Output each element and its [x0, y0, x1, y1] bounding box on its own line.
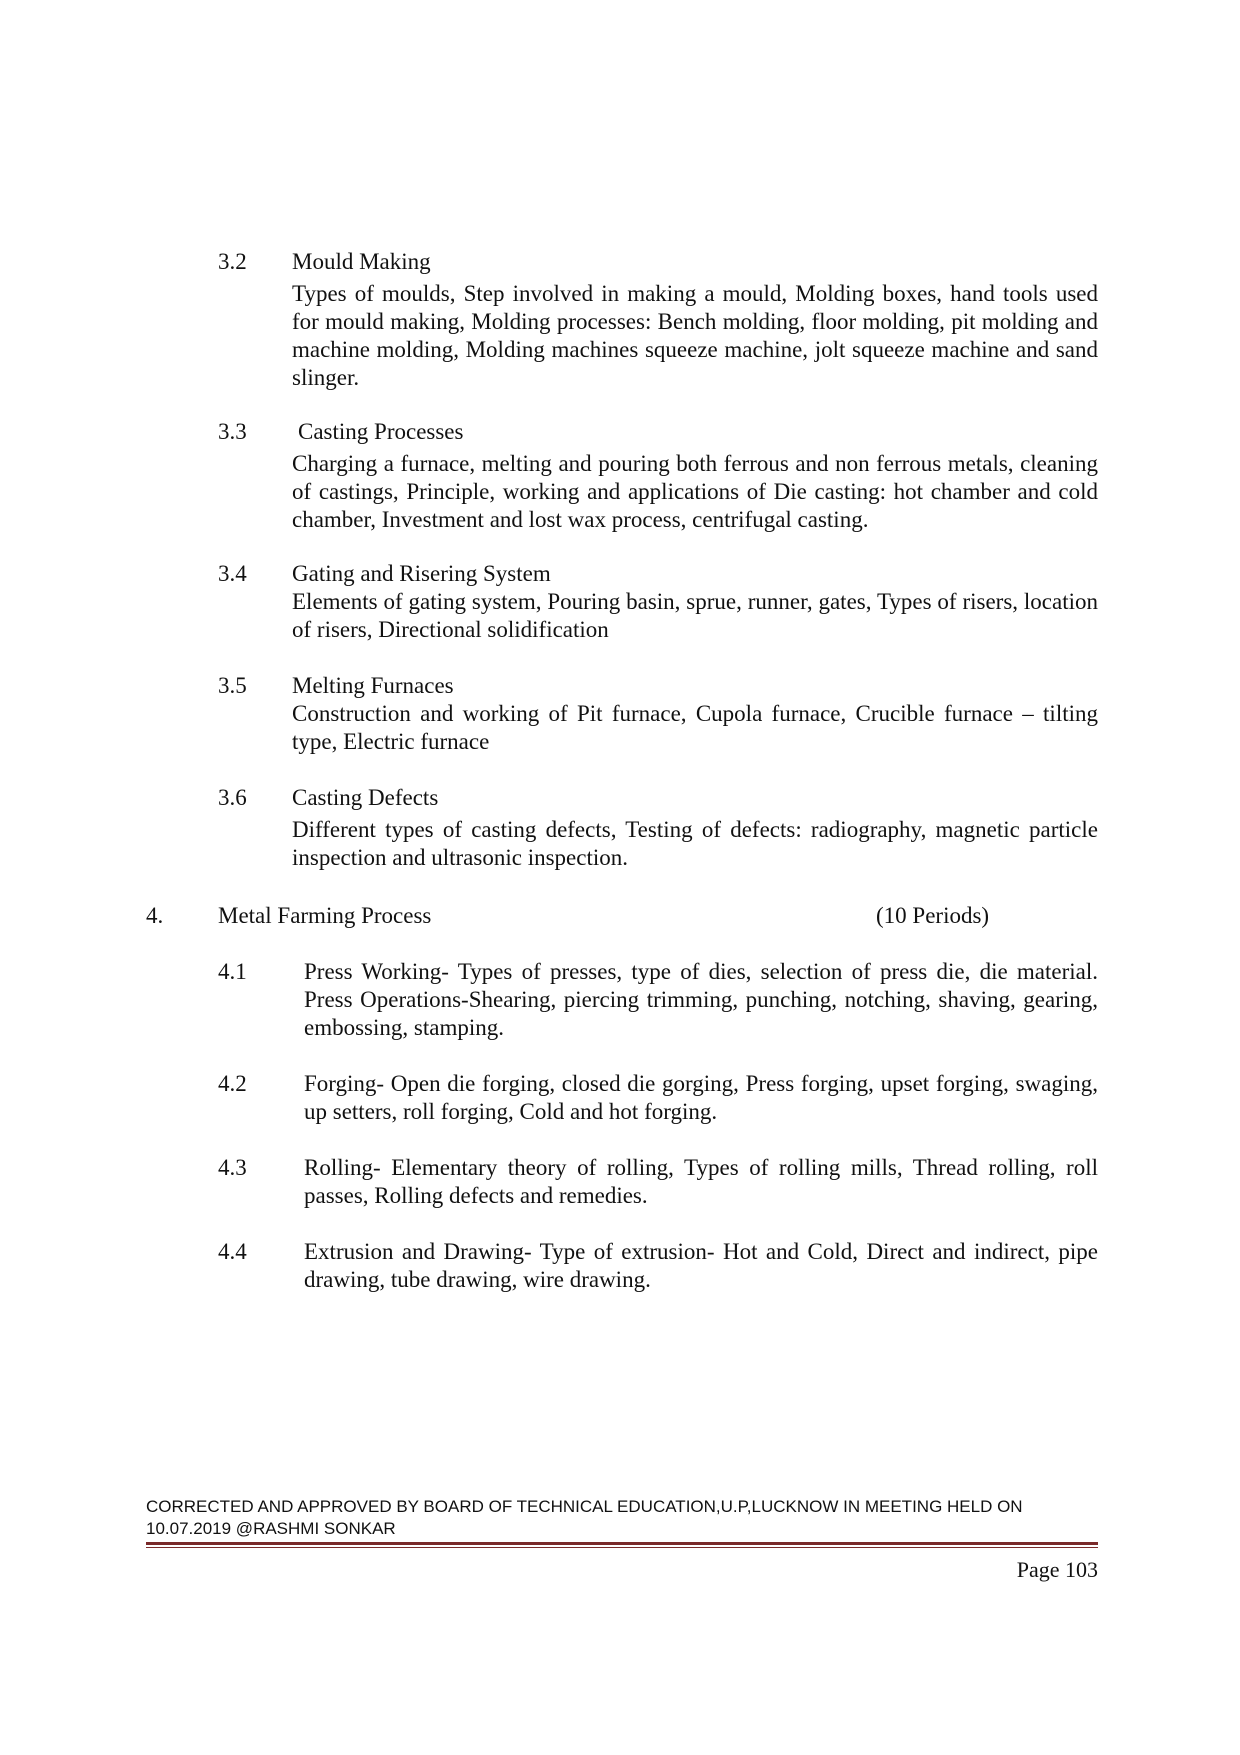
topic-body: Types of moulds, Step involved in making a mould, Molding boxes, hand tools used for mould making, Molding processes: Bench molding, floor molding, pit molding and machine molding, Molding machines squeeze machine, jolt squeeze machine and sand slinger.: [292, 281, 1098, 390]
topic-body: Press Working- Types of presses, type of dies, selection of press die, die material. Press Operations-Shearing, piercing trimming, punching, notching, shaving, gearing, embossing, stamping.: [304, 959, 1098, 1040]
topic-title: Casting Defects: [292, 785, 439, 810]
topic-number: 4.1: [218, 959, 247, 984]
topic-body: Forging- Open die forging, closed die gorging, Press forging, upset forging, swaging, up setters, roll forging, Cold and hot forging.: [304, 1071, 1098, 1124]
topic-number: 3.6: [218, 785, 247, 810]
topic-body: Charging a furnace, melting and pouring both ferrous and non ferrous metals, cleaning of castings, Principle, working and applications of Die casting: hot chamber and cold chamber, Investment and lost wax process, centrifugal casting.: [292, 451, 1098, 532]
topic-number: 4.2: [218, 1071, 247, 1096]
topic-title: Casting Processes: [298, 419, 464, 444]
topic-number: 4.3: [218, 1155, 247, 1180]
topic-body: Construction and working of Pit furnace, Cupola furnace, Crucible furnace – tilting type, Electric furnace: [292, 701, 1098, 754]
topic-body: Elements of gating system, Pouring basin, sprue, runner, gates, Types of risers, location of risers, Directional solidification: [292, 589, 1098, 642]
topic-body: Different types of casting defects, Testing of defects: radiography, magnetic particle inspection and ultrasonic inspection.: [292, 817, 1098, 870]
topic-title: Mould Making: [292, 249, 431, 274]
topic-number: 3.2: [218, 249, 247, 274]
topic-title: Melting Furnaces: [292, 673, 454, 698]
topic-title: Gating and Risering System: [292, 561, 551, 586]
unit-number: 4.: [146, 903, 164, 928]
topic-number: 3.4: [218, 561, 247, 586]
unit-title: Metal Farming Process: [218, 903, 432, 928]
topic-body: Extrusion and Drawing- Type of extrusion- Hot and Cold, Direct and indirect, pipe drawing, tube drawing, wire drawing.: [304, 1239, 1098, 1292]
footer-approval-note: CORRECTED AND APPROVED BY BOARD OF TECHNICAL EDUCATION,U.P,LUCKNOW IN MEETING HELD ON 10.07.2019 @RASHMI SONKAR: [146, 1497, 1023, 1538]
topic-number: 3.5: [218, 673, 247, 698]
page-number: Page 103: [1016, 1557, 1098, 1582]
footer-rule: [146, 1542, 1098, 1548]
topic-body: Rolling- Elementary theory of rolling, Types of rolling mills, Thread rolling, roll passes, Rolling defects and remedies.: [304, 1155, 1098, 1208]
topic-number: 4.4: [218, 1239, 247, 1264]
topic-number: 3.3: [218, 419, 247, 444]
unit-periods: (10 Periods): [876, 903, 990, 928]
